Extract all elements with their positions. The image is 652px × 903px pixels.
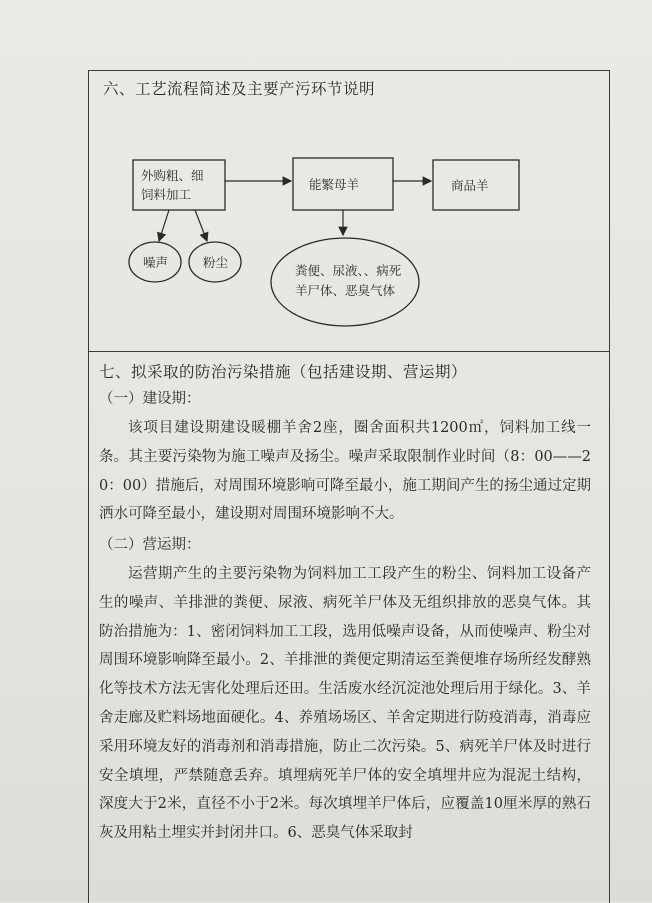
commercial-sheep-box bbox=[433, 160, 519, 210]
arrow-feed-to-noise bbox=[159, 210, 169, 241]
product-box-label: 商品羊 bbox=[451, 178, 489, 193]
waste-label-line2: 羊尸体、恶臭气体 bbox=[295, 283, 396, 298]
operation-period-heading: （二）营运期： bbox=[99, 537, 201, 553]
feed-processing-box bbox=[133, 160, 225, 210]
construction-period-text: 该项目建设期建设暖棚羊舍2座，圈舍面积共1200㎡，饲料加工线一条。其主要污染物为施工噪声及扬尘。噪声采取限制作业时间（8：00——20：00）措施后，对周围环境影响可降至最小，施工期间产生的扬尘通过定期洒水可降至最小，建设期对周围环境影响不大。 bbox=[99, 420, 591, 523]
section-7-title: 七、拟采取的防治污染措施（包括建设期、营运期） bbox=[99, 363, 468, 381]
dust-ellipse bbox=[189, 242, 241, 282]
form-table bbox=[88, 70, 610, 903]
noise-ellipse bbox=[129, 242, 181, 282]
process-flow-diagram bbox=[89, 71, 609, 351]
breeding-ewes-box bbox=[293, 158, 393, 210]
arrow-feed-to-dust bbox=[195, 210, 207, 241]
breeding-box-label: 能繁母羊 bbox=[309, 177, 360, 192]
feed-box-line1: 外购粗、细 bbox=[141, 168, 204, 183]
section-6-title: 六、工艺流程简述及主要产污环节说明 bbox=[103, 80, 376, 98]
operation-period-text: 运营期产生的主要污染物为饲料加工工段产生的粉尘、饲料加工设备产生的噪声、羊排泄的粪便、尿液、病死羊尸体及无组织排放的恶臭气体。其防治措施为：1、密闭饲料加工工段，选用低噪声设备，从而使噪声、粉尘对周围环境影响降至最小。2、羊排泄的粪便定期清运至粪便堆存场所经发酵熟化等技术方法无害化处理后还田。生活废水经沉淀池处理后用于绿化。3、羊舍走廊及贮料场地面硬化。4、养殖场场区、羊舍定期进行防疫消毒，消毒应采用环境友好的消毒剂和消毒措施，防止二次污染。5、病死羊尸体及时进行安全填埋，严禁随意丢弃。填埋病死羊尸体的安全填埋井应为混泥土结构，深度大于2米，直径不小于2米。每次填埋羊尸体后，应覆盖10厘米厚的熟石灰及用粘土埋实并封闭井口。6、恶臭气体采取封 bbox=[99, 566, 591, 842]
section-divider bbox=[89, 351, 609, 352]
waste-ellipse bbox=[271, 238, 419, 326]
waste-label-line1: 粪便、尿液、、病死 bbox=[295, 263, 402, 278]
dust-label: 粉尘 bbox=[203, 255, 229, 270]
construction-period-heading: （一）建设期： bbox=[99, 391, 201, 407]
feed-box-line2: 饲料加工 bbox=[141, 187, 192, 202]
noise-label: 噪声 bbox=[143, 255, 169, 270]
